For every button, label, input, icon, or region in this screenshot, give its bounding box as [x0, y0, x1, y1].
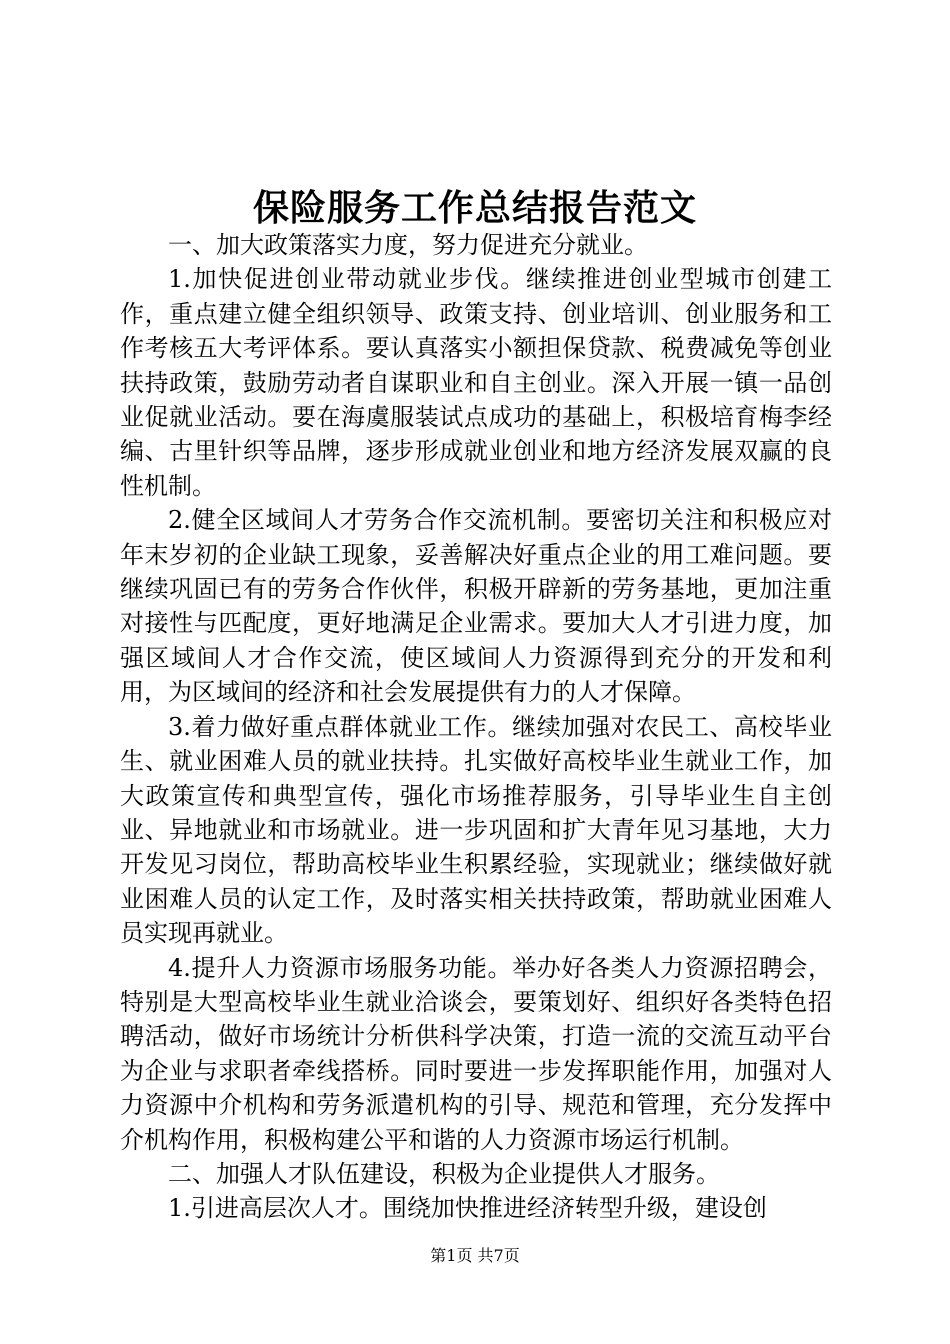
document-title: 保险服务工作总结报告范文 [252, 187, 697, 229]
paragraph-2-1: 1.引进高层次人才。围绕加快推进经济转型升级，建设创 [168, 1194, 767, 1223]
paragraph-1-4: 4.提升人力资源市场服务功能。举办好各类人力资源招聘会，特别是大型高校毕业生就业洽谈会，要策划好、组织好各类特色招聘活动，做好市场统计分析供科学决策，打造一流的交流互动平台为企业与求职者牵线搭桥。同时要进一步发挥职能作用，加强对人力资源中介机构和劳务派遣机构的引导、规范和管理，充分发挥中介机构作用，积极构建公平和谐的人力资源市场运行机制。 [120, 953, 832, 1154]
paragraph-1-1: 1.加快促进创业带动就业步伐。继续推进创业型城市创建工作，重点建立健全组织领导、政策支持、创业培训、创业服务和工作考核五大考评体系。要认真落实小额担保贷款、税费减免等创业扶持政策，鼓励劳动者自谋职业和自主创业。深入开展一镇一品创业促就业活动。要在海虞服装试点成功的基础上，积极培育梅李经编、古里针织等品牌，逐步形成就业创业和地方经济发展双赢的良性机制。 [120, 265, 832, 500]
document-body [120, 228, 832, 1226]
paragraph-1-2: 2.健全区域间人才劳务合作交流机制。要密切关注和积极应对年末岁初的企业缺工现象，妥善解决好重点企业的用工难问题。要继续巩固已有的劳务合作伙伴，积极开辟新的劳务基地，更加注重对接性与匹配度，更好地满足企业需求。要加大人才引进力度，加强区域间人才合作交流，使区域间人力资源得到充分的开发和利用，为区域间的经济和社会发展提供有力的人才保障。 [120, 506, 832, 707]
section-heading-1: 一、加大政策落实力度，努力促进充分就业。 [168, 231, 648, 259]
paragraph-1-3: 3.着力做好重点群体就业工作。继续加强对农民工、高校毕业生、就业困难人员的就业扶持。扎实做好高校毕业生就业工作，加大政策宣传和典型宣传，强化市场推荐服务，引导毕业生自主创业、异地就业和市场就业。进一步巩固和扩大青年见习基地，大力开发见习岗位，帮助高校毕业生积累经验，实现就业；继续做好就业困难人员的认定工作，及时落实相关扶持政策，帮助就业困难人员实现再就业。 [120, 712, 832, 948]
page-footer: 第1页 共7页 [430, 1246, 520, 1265]
section-heading-2: 二、加强人才队伍建设，积极为企业提供人才服务。 [168, 1159, 720, 1188]
